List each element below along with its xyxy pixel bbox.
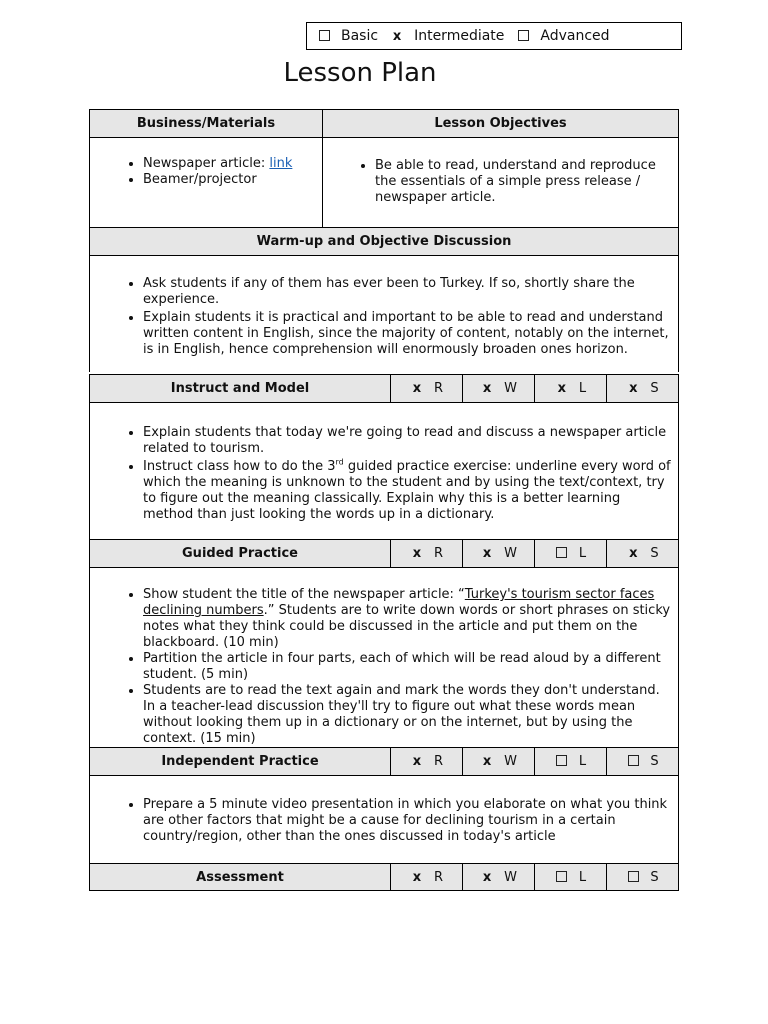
checked-x-icon: x [412,381,422,396]
empty-checkbox-icon [626,870,640,885]
list-item: • Prepare a 5 minute video presentation in which you elaborate on what you think are other factors that might be a cause for declining tourism in a certain country/region, other than the ones discussed in today's article [143,797,672,845]
instruct-table [89,374,679,539]
skill-label: R [433,546,444,561]
skill-reading [390,864,462,890]
header-row [90,863,678,891]
skill-label: W [504,546,517,561]
skill-reading [390,748,462,775]
skill-label: L [578,869,587,885]
skill-label: L [578,381,587,396]
empty-checkbox-icon [516,28,530,44]
skill-speaking [606,375,678,402]
skill-label: R [433,869,444,885]
list-item [143,156,292,172]
level-option-advanced[interactable] [516,28,609,44]
checked-x-icon: x [412,546,422,561]
skill-speaking [606,864,678,890]
level-label: Advanced [540,28,610,44]
guided-table [89,539,679,747]
body-row [90,567,678,747]
skill-listening [534,540,606,567]
list-item: • Explain students it is practical and important to be able to read and understand written content in English, since the majority of content, notably on the internet, is in English, hence comprehension will enormously broaden ones horizon. [143,310,672,358]
list-item-text: Newspaper article: [143,156,270,171]
article-link[interactable]: link [269,156,293,171]
list-item-text: Instruct class how to do the 3 [143,459,336,474]
skill-reading [390,375,462,402]
skill-label: S [650,869,659,885]
header-row [90,747,678,775]
header-row [90,539,678,567]
level-option-intermediate[interactable] [390,28,504,44]
level-label: Basic [341,28,379,44]
assessment-header: Assessment [196,869,284,885]
list-item: • Students are to read the text again and mark the words they don't understand. In a teacher-lead discussion they'll try to figure out what these words mean without looking them up in a dictionary or on the internet, but by using the context. (15 min) [143,683,672,747]
list-item-text: .” Students are to write down words or short phrases on sticky notes what they think could be discussed in the article and put them on the blackboard. (10 min) [143,603,671,650]
list-item [143,587,672,651]
list-item-text: guided practice exercise: underline every word of which the meaning is unknown to the student and by using the text/context, try to figure out the meaning classically. Explain why this is a better learning method than just looking the words up in a dictionary. [143,459,671,522]
skill-speaking [606,748,678,775]
skill-label: R [433,381,444,396]
materials-objectives-table [89,109,679,227]
checked-x-icon: x [482,381,492,396]
skill-writing [462,540,534,567]
checked-x-icon: x [629,381,638,396]
independent-table [89,747,679,863]
list-item: • Ask students if any of them has ever been to Turkey. If so, shortly share the experience. [143,276,672,308]
checked-x-icon: x [629,546,638,561]
empty-checkbox-icon [317,28,331,44]
checked-x-icon: x [557,381,567,396]
checked-x-icon: x [482,869,492,885]
page-title: Lesson Plan [283,58,437,88]
empty-checkbox-icon [555,546,569,561]
checked-x-icon: x [392,28,402,44]
header-row [90,374,678,402]
skill-listening [534,375,606,402]
skill-label: W [504,869,517,885]
skill-label: W [504,754,517,769]
checked-x-icon: x [482,754,492,769]
materials-cell [90,138,322,227]
level-option-basic[interactable] [317,28,378,44]
checked-x-icon: x [412,754,422,769]
objectives-cell [322,138,678,227]
warmup-header: Warm-up and Objective Discussion [256,234,512,249]
body-row [90,402,678,539]
superscript: rd [335,457,344,467]
skill-listening [534,864,606,890]
warmup-table [89,227,679,372]
skill-label: R [433,754,444,769]
instruct-header: Instruct and Model [170,381,310,396]
skill-label: S [650,754,659,769]
materials-header: Business/Materials [136,116,276,131]
independent-header: Independent Practice [161,754,319,769]
objectives-header: Lesson Objectives [322,110,678,137]
empty-checkbox-icon [555,870,569,885]
list-item: • Partition the article in four parts, each of which will be read aloud by a different student. (5 min) [143,651,672,683]
list-item: • Beamer/projector [143,172,292,188]
skill-writing [462,748,534,775]
guided-header: Guided Practice [182,546,298,561]
skill-listening [534,748,606,775]
skill-label: L [578,546,587,561]
list-item [143,459,672,523]
article-title: Turkey's tourism sector faces declining numbers [143,587,655,618]
skill-writing [462,375,534,402]
skill-label: W [504,381,517,396]
body-row [90,255,678,372]
empty-checkbox-icon [626,754,640,769]
assessment-table [89,863,679,891]
level-selector [306,22,682,50]
skill-label: S [650,546,659,561]
body-row [90,137,678,227]
list-item-text: Show student the title of the newspaper article: “ [143,587,465,602]
level-label: Intermediate [414,28,505,44]
header-row [90,109,678,137]
skill-writing [462,864,534,890]
skill-label: S [650,381,659,396]
checked-x-icon: x [412,869,422,885]
list-item: • Explain students that today we're going to read and discuss a newspaper article related to tourism. [143,425,672,457]
checked-x-icon: x [482,546,492,561]
skill-reading [390,540,462,567]
empty-checkbox-icon [555,754,569,769]
skill-speaking [606,540,678,567]
list-item: • Be able to read, understand and reproduce the essentials of a simple press release / newspaper article. [375,158,672,206]
header-row [90,227,678,255]
skill-label: L [578,754,587,769]
body-row [90,775,678,863]
